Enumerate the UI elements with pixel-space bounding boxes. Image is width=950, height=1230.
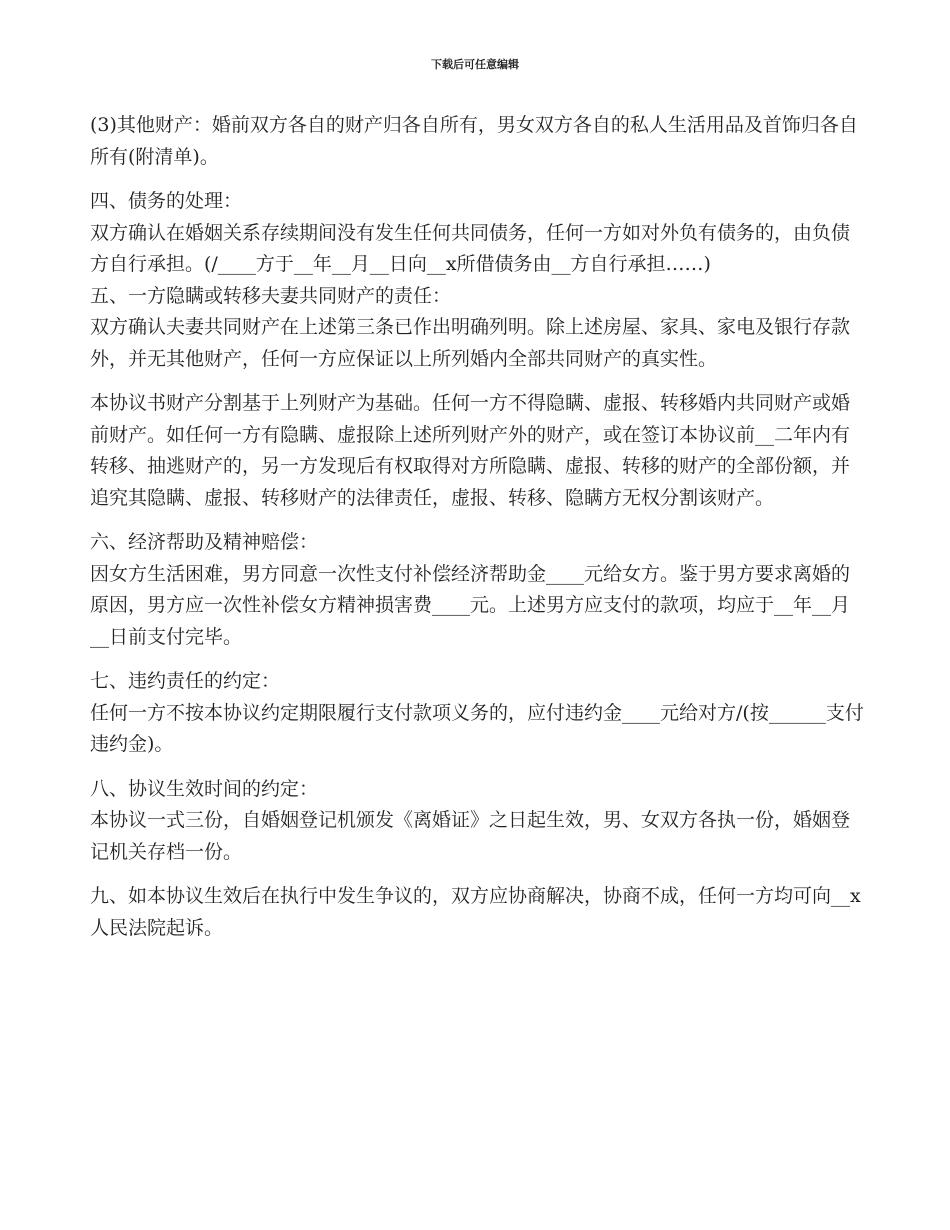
paragraph-other-property: (3)其他财产：婚前双方各自的财产归各自所有，男女双方各自的私人生活用品及首饰归各自所有(附清单)。 bbox=[90, 114, 858, 168]
paragraph-breach-liability: 任何一方不按本协议约定期限履行支付款项义务的，应付违约金____元给对方/(按______支付违约金)。 bbox=[90, 701, 864, 755]
heading-economic-assistance: 六、经济帮助及精神赔偿： bbox=[90, 531, 319, 553]
page-header: 下载后可任意编辑 bbox=[431, 58, 519, 71]
paragraph-property-division-basis: 本协议书财产分割基于上列财产为基础。任何一方不得隐瞒、虚报、转移婚内共同财产或婚前财产。如任何一方有隐瞒、虚报除上述所列财产外的财产，或在签订本协议前__二年内有转移、抽逃财产的，另一方发现后有权取得对方所隐瞒、虚报、转移的财产的全部份额，并追究其隐瞒、虚报、转移财产的法律责任，虚报、转移、隐瞒方无权分割该财产。 bbox=[90, 392, 851, 509]
paragraph-economic-assistance: 因女方生活困难，男方同意一次性支付补偿经济帮助金____元给女方。鉴于男方要求离婚的原因，男方应一次性补偿女方精神损害费____元。上述男方应支付的款项，均应于__年__月__日前支付完毕。 bbox=[90, 562, 851, 648]
heading-concealment-liability: 五、一方隐瞒或转移夫妻共同财产的责任： bbox=[90, 284, 452, 307]
paragraph-debt-handling: 双方确认在婚姻关系存续期间没有发生任何共同债务，任何一方如对外负有债务的，由负债方自行承担。(/____方于__年__月__日向__x所借债务由__方自行承担……) bbox=[90, 221, 851, 275]
heading-effective-time: 八、协议生效时间的约定： bbox=[90, 777, 319, 800]
paragraph-dispute-resolution: 九、如本协议生效后在执行中发生争议的，双方应协商解决，协商不成，任何一方均可向__x人民法院起诉。 bbox=[90, 885, 861, 939]
document-body bbox=[90, 110, 865, 944]
paragraph-effective-time: 本协议一式三份，自婚姻登记机颁发《离婚证》之日起生效，男、女双方各执一份，婚姻登记机关存档一份。 bbox=[90, 809, 851, 863]
heading-breach-liability: 七、违约责任的约定： bbox=[90, 670, 281, 692]
heading-debt-handling: 四、债务的处理： bbox=[90, 190, 243, 212]
paragraph-concealment-liability: 双方确认夫妻共同财产在上述第三条已作出明确列明。除上述房屋、家具、家电及银行存款外，并无其他财产，任何一方应保证以上所列婚内全部共同财产的真实性。 bbox=[90, 316, 851, 370]
